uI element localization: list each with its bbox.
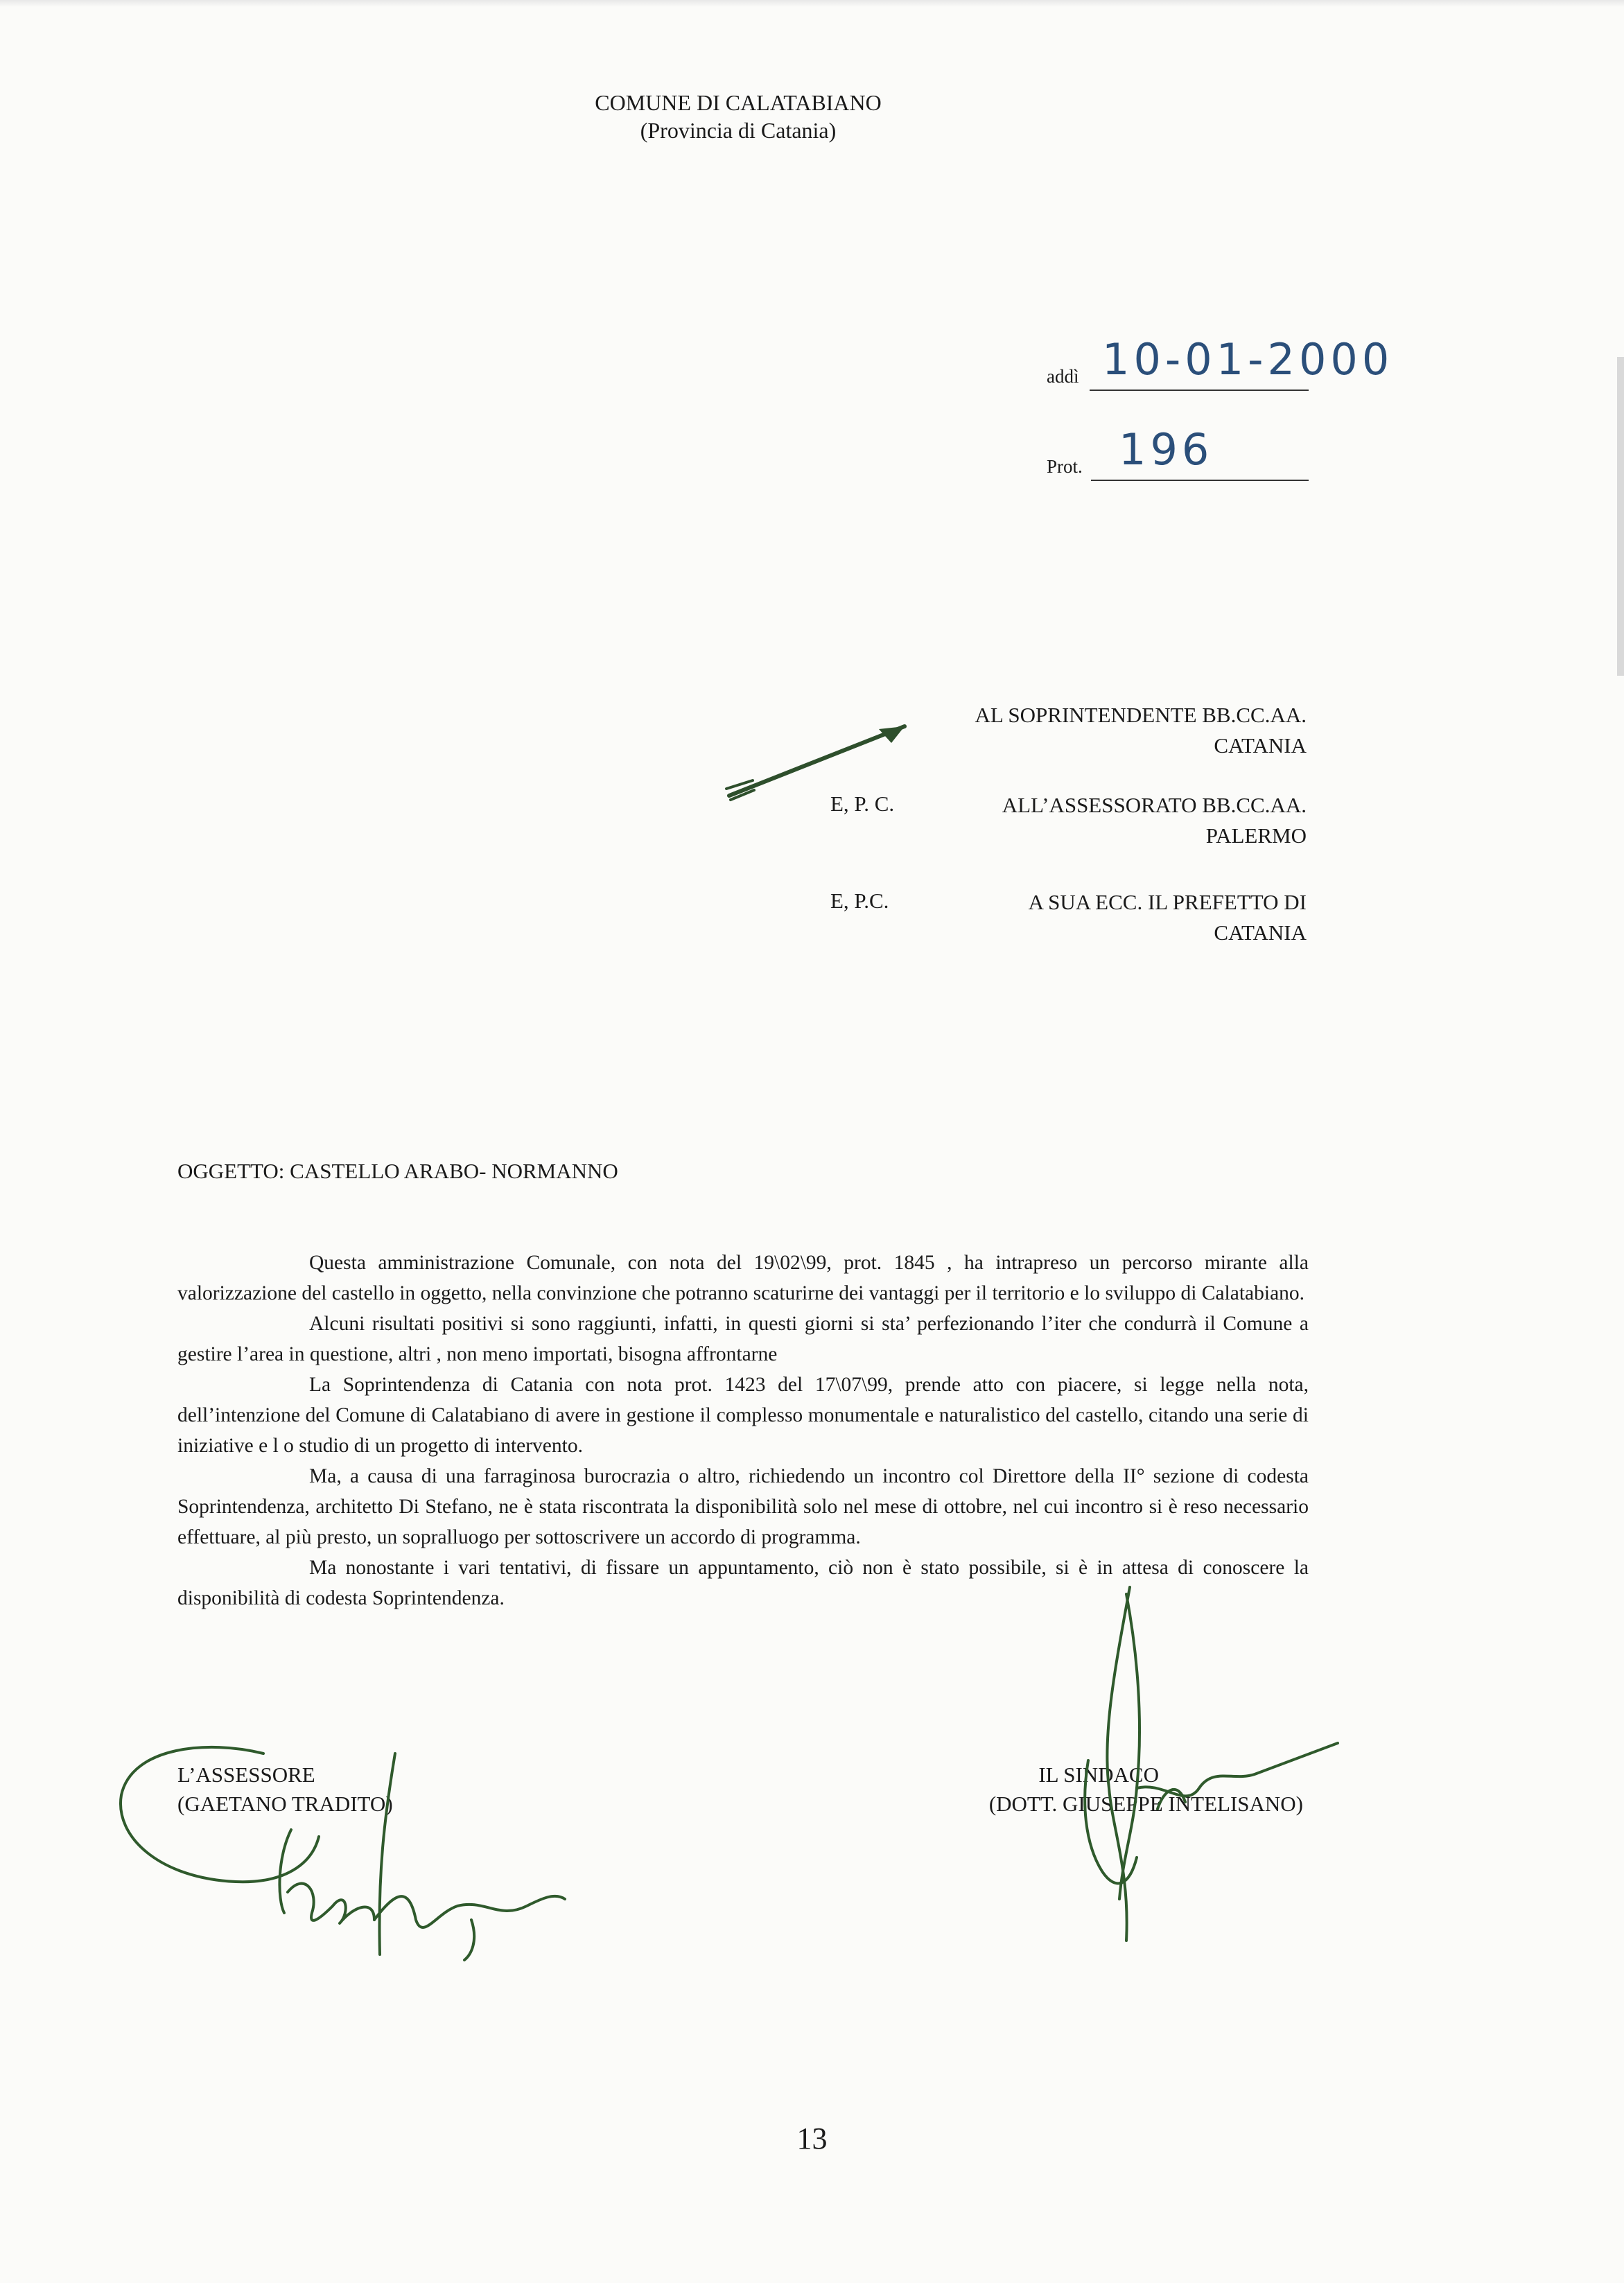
recipient-3-line2: CATANIA <box>1214 920 1307 945</box>
recipient-2-line1: ALL’ASSESSORATO BB.CC.AA. <box>1002 793 1307 817</box>
assessor-title: L’ASSESSORE <box>177 1762 315 1787</box>
letter-body <box>177 1248 1309 1613</box>
cc-prefix-2: E, P.C. <box>830 889 889 913</box>
scan-right-edge <box>1617 357 1624 676</box>
page-number: 13 <box>796 2122 828 2155</box>
protocol-value-handwritten: 196 <box>1119 424 1214 475</box>
assessor-name: (GAETANO TRADITO) <box>177 1792 393 1816</box>
scan-top-edge <box>0 0 1624 7</box>
recipient-1-line2: CATANIA <box>1214 733 1307 758</box>
recipient-1 <box>832 700 1307 761</box>
recipient-1-line1: AL SOPRINTENDENTE BB.CC.AA. <box>975 703 1307 727</box>
letterhead <box>0 89 1476 144</box>
assessor-handwritten-signature <box>111 1733 568 1961</box>
protocol-line <box>1091 480 1309 481</box>
date-label: addì <box>1047 366 1079 387</box>
province-name: (Provincia di Catania) <box>640 118 837 143</box>
paragraph-5: Ma nonostante i vari tentativi, di fissare un appuntamento, ciò non è stato possibile, si è in attesa di conoscere la disponibilità di codesta Soprintendenza. <box>177 1557 1309 1609</box>
date-line <box>1090 390 1309 391</box>
protocol-block <box>1047 424 1310 485</box>
recipient-3-line1: A SUA ECC. IL PREFETTO DI <box>1028 890 1307 914</box>
paragraph-4: Ma, a causa di una farraginosa burocrazia o altro, richiedendo un incontro col Direttore della II° sezione di codesta Soprintendenza, architetto Di Stefano, ne è stata riscontrata la disponibilità solo nel mese di ottobre, nel cui incontro si è reso necessario effettuare, al più presto, un sopralluogo per sottoscrivere un accordo di programma. <box>177 1465 1309 1548</box>
recipient-3 <box>901 887 1307 948</box>
paragraph-3: La Soprintendenza di Catania con nota prot. 1423 del 17\07\99, prende atto con piacere, si legge nella nota, dell’intenzione del Comune di Calatabiano di avere in gestione il complesso monumentale e naturalistico del castello, citando una serie di iniziative e l o studio di un progetto di intervento. <box>177 1374 1309 1457</box>
subject-line: OGGETTO: CASTELLO ARABO- NORMANNO <box>177 1159 618 1183</box>
mayor-title: IL SINDACO <box>1038 1762 1159 1787</box>
recipient-2-line2: PALERMO <box>1205 823 1307 848</box>
mayor-handwritten-signature <box>1060 1580 1352 1954</box>
protocol-label: Prot. <box>1047 456 1083 477</box>
paragraph-1: Questa amministrazione Comunale, con nota del 19\02\99, prot. 1845 , ha intrapreso un percorso mirante alla valorizzazione del castello in oggetto, nella convinzione che potranno scaturirne dei vantaggi per il territorio e lo sviluppo di Calatabiano. <box>177 1252 1309 1304</box>
mayor-name: (DOTT. GIUSEPPE INTELISANO) <box>988 1792 1303 1816</box>
recipient-2 <box>901 790 1307 851</box>
municipality-name: COMUNE DI CALATABIANO <box>595 90 882 115</box>
cc-prefix-1: E, P. C. <box>830 791 895 816</box>
date-value-handwritten: 10-01-2000 <box>1102 334 1394 385</box>
paragraph-2: Alcuni risultati positivi si sono raggiunti, infatti, in questi giorni si sta’ perfezionando l’iter che condurrà il Comune a gestire l’area in questione, altri , non meno importati, bisogna affrontarne <box>177 1313 1309 1365</box>
date-block <box>1047 334 1394 395</box>
